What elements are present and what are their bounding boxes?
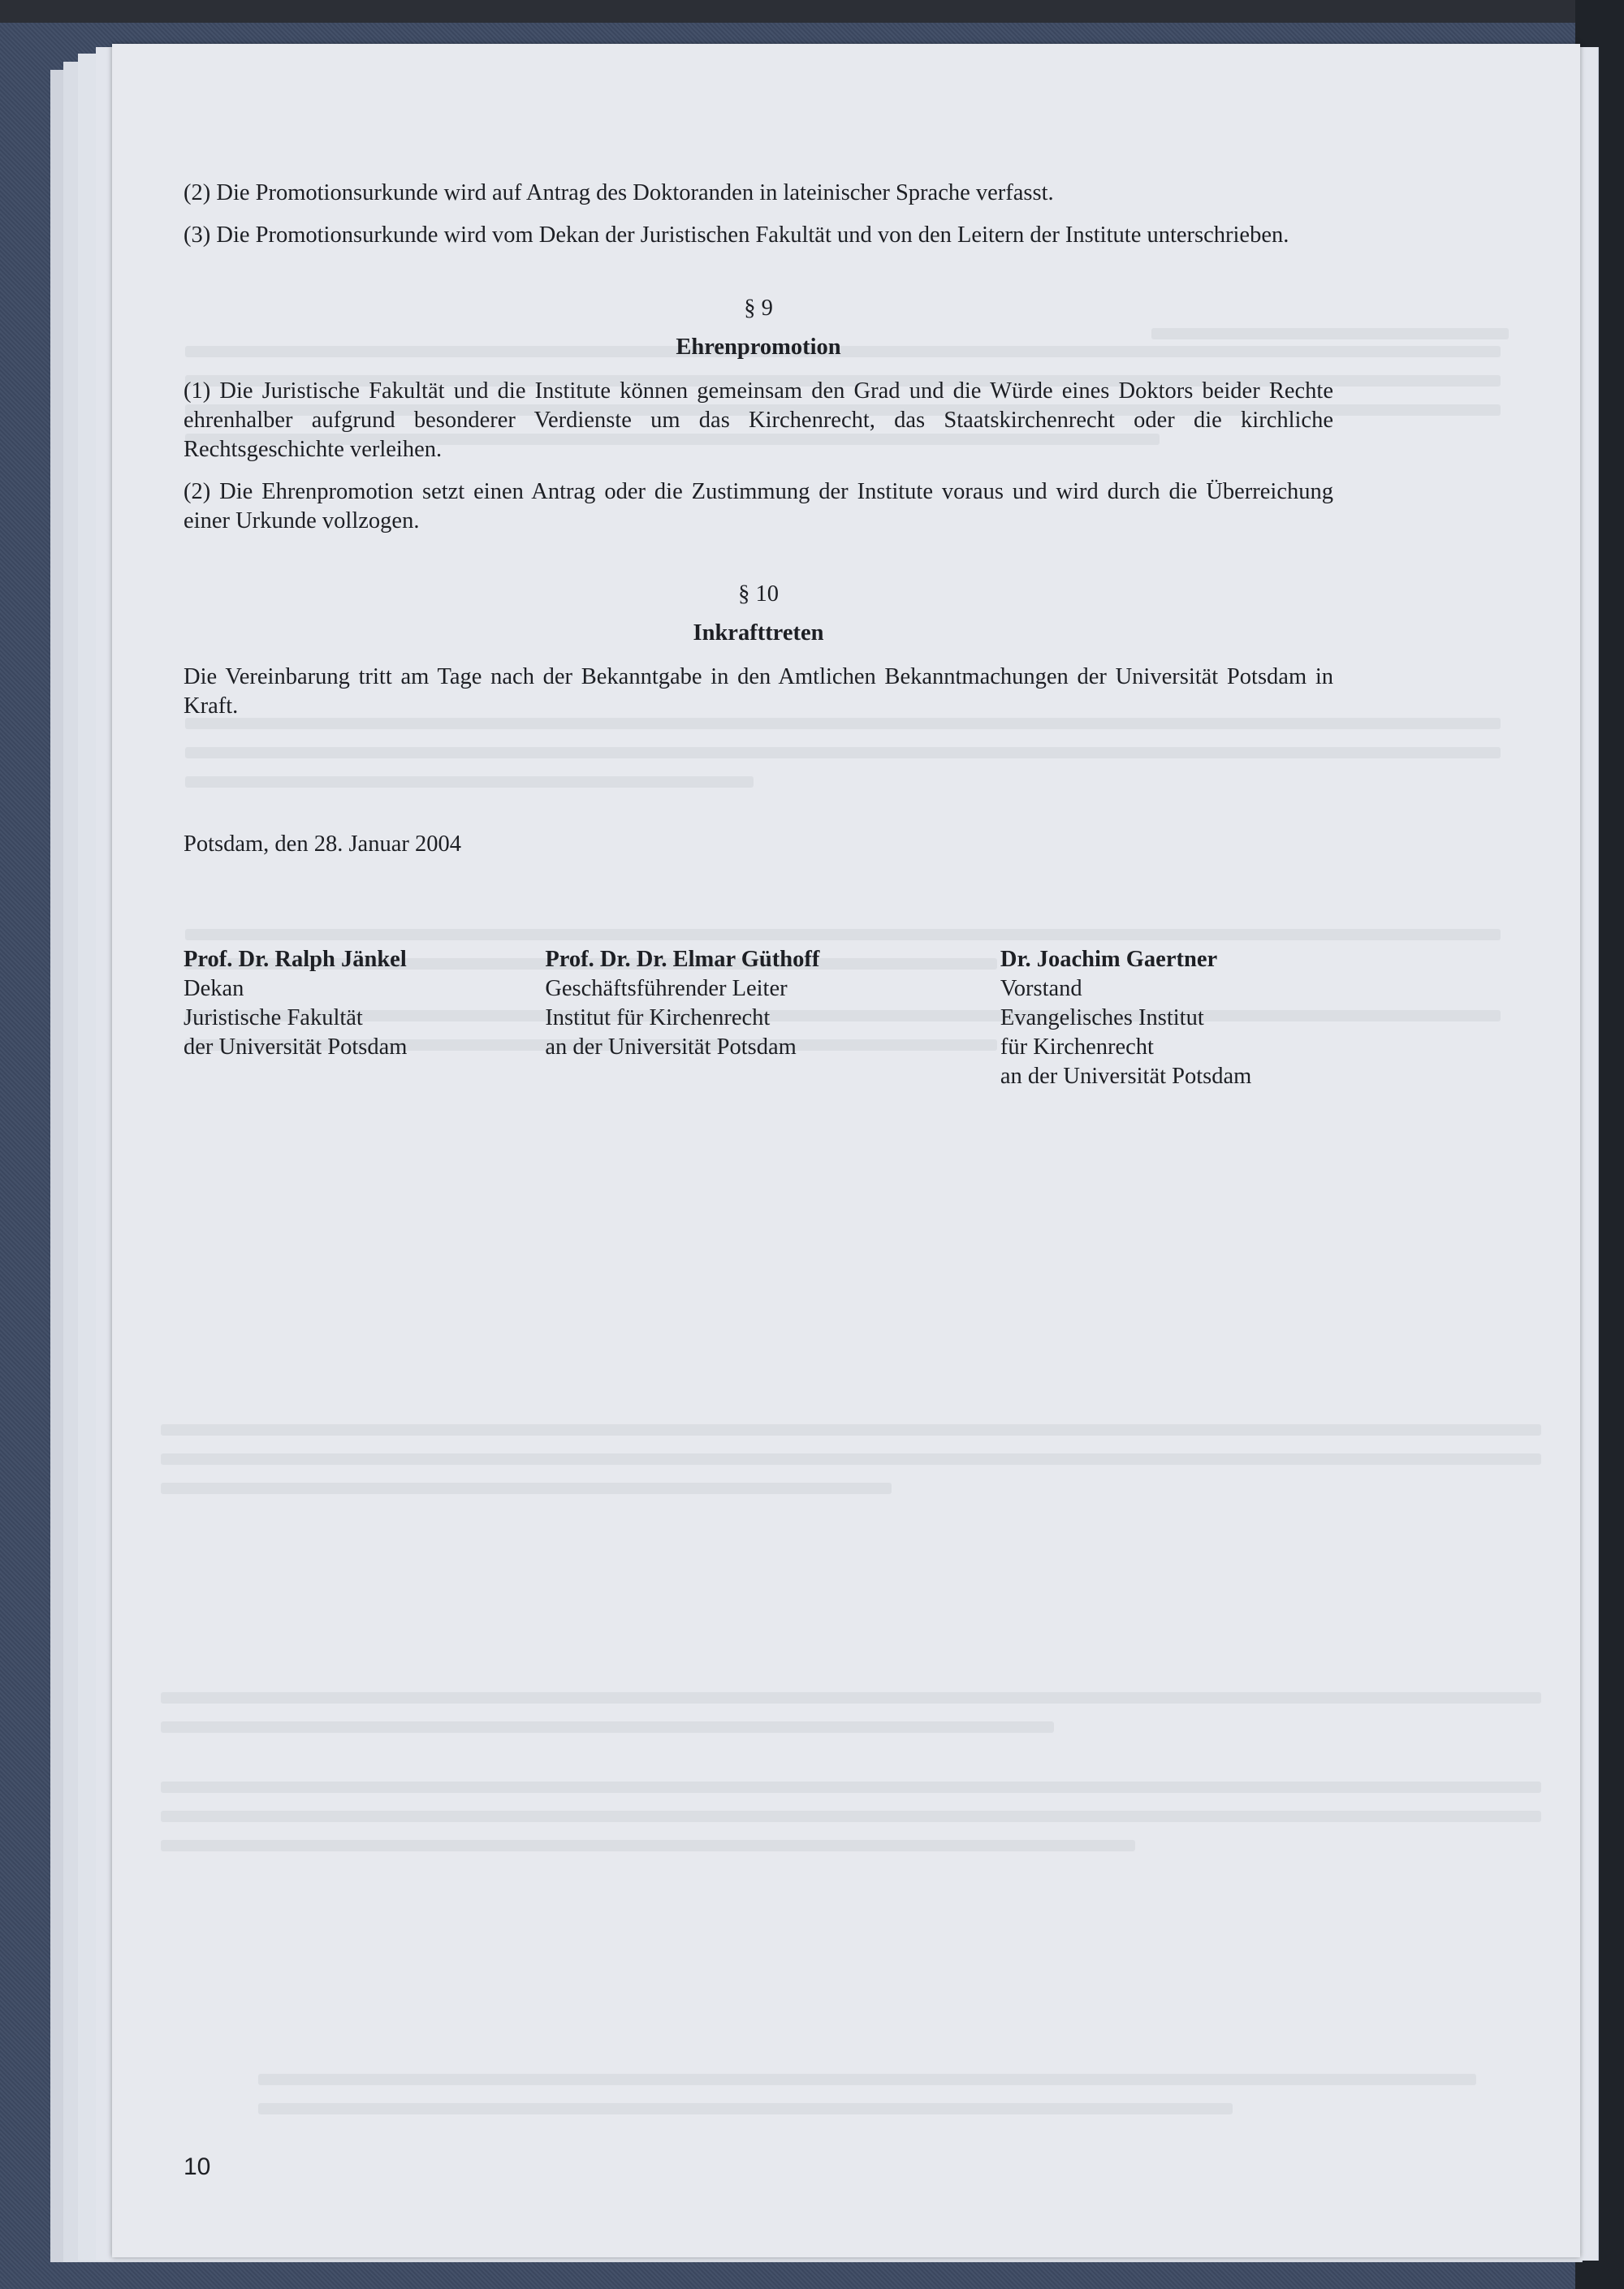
signatory-role: Geschäftsführender Leiter bbox=[545, 976, 788, 1001]
signatory-role: Vorstand bbox=[1000, 976, 1082, 1001]
bleed-through bbox=[258, 2074, 1476, 2085]
signatory-name: Prof. Dr. Dr. Elmar Güthoff bbox=[545, 947, 820, 972]
bleed-through bbox=[161, 1453, 1541, 1465]
signatory-affiliation: der Universität Potsdam bbox=[184, 1034, 408, 1060]
place-and-date: Potsdam, den 28. Januar 2004 bbox=[184, 831, 461, 857]
signature-block bbox=[184, 945, 1333, 1091]
page-number: 10 bbox=[184, 2153, 211, 2180]
signatory-affiliation: Juristische Fakultät bbox=[184, 1005, 363, 1030]
bleed-through bbox=[161, 1840, 1135, 1851]
signatory-affiliation: für Kirchenrecht bbox=[1000, 1034, 1154, 1060]
signatory-affiliation: Institut für Kirchenrecht bbox=[545, 1005, 771, 1030]
section-10-number: § 10 bbox=[738, 581, 779, 607]
section-10-title: Inkrafttreten bbox=[693, 620, 824, 646]
signatory-name: Prof. Dr. Ralph Jänkel bbox=[184, 947, 407, 972]
paragraph-promotion-certificate-signing: (3) Die Promotionsurkunde wird vom Dekan der Juristischen Fakultät und von den Leitern der Institute unterschrieben. bbox=[184, 222, 1289, 248]
bleed-through bbox=[258, 2103, 1233, 2114]
section-9-number: § 9 bbox=[744, 296, 773, 321]
signatory-name: Dr. Joachim Gaertner bbox=[1000, 947, 1218, 972]
section-9-paragraph-2: (2) Die Ehrenpromotion setzt einen Antrag oder die Zustimmung der Institute voraus und wird durch die Überreichung einer Urkunde vollzogen. bbox=[184, 479, 1333, 533]
signatory-role: Dekan bbox=[184, 976, 244, 1001]
signatory-dean bbox=[184, 945, 545, 1091]
bleed-through bbox=[161, 1782, 1541, 1793]
paragraph-promotion-certificate-language: (2) Die Promotionsurkunde wird auf Antrag des Doktoranden in lateinischer Sprache verfasst. bbox=[184, 180, 1054, 205]
bleed-through bbox=[161, 1424, 1541, 1436]
document-body bbox=[184, 179, 1333, 1091]
section-9-paragraph-1: (1) Die Juristische Fakultät und die Institute können gemeinsam den Grad und die Würde eines Doktors beider Rechte ehrenhalber aufgrund besonderer Verdienste um das Kirchenrecht, das Staatskirchenrecht oder die kirchliche Rechtsgeschichte verleihen. bbox=[184, 378, 1333, 462]
signatory-affiliation: Evangelisches Institut bbox=[1000, 1005, 1204, 1030]
bleed-through bbox=[161, 1483, 892, 1494]
section-9-title: Ehrenpromotion bbox=[676, 335, 841, 360]
bleed-through bbox=[161, 1692, 1541, 1704]
section-10-paragraph-1: Die Vereinbarung tritt am Tage nach der Bekanntgabe in den Amtlichen Bekanntmachungen der Universität Potsdam in Kraft. bbox=[184, 664, 1333, 719]
bleed-through bbox=[161, 1811, 1541, 1822]
signatory-affiliation: an der Universität Potsdam bbox=[545, 1034, 797, 1060]
signatory-affiliation: an der Universität Potsdam bbox=[1000, 1064, 1252, 1089]
bleed-through bbox=[161, 1721, 1054, 1733]
signatory-institute-evangelical bbox=[1000, 945, 1333, 1091]
signatory-institute-catholic bbox=[545, 945, 1000, 1091]
